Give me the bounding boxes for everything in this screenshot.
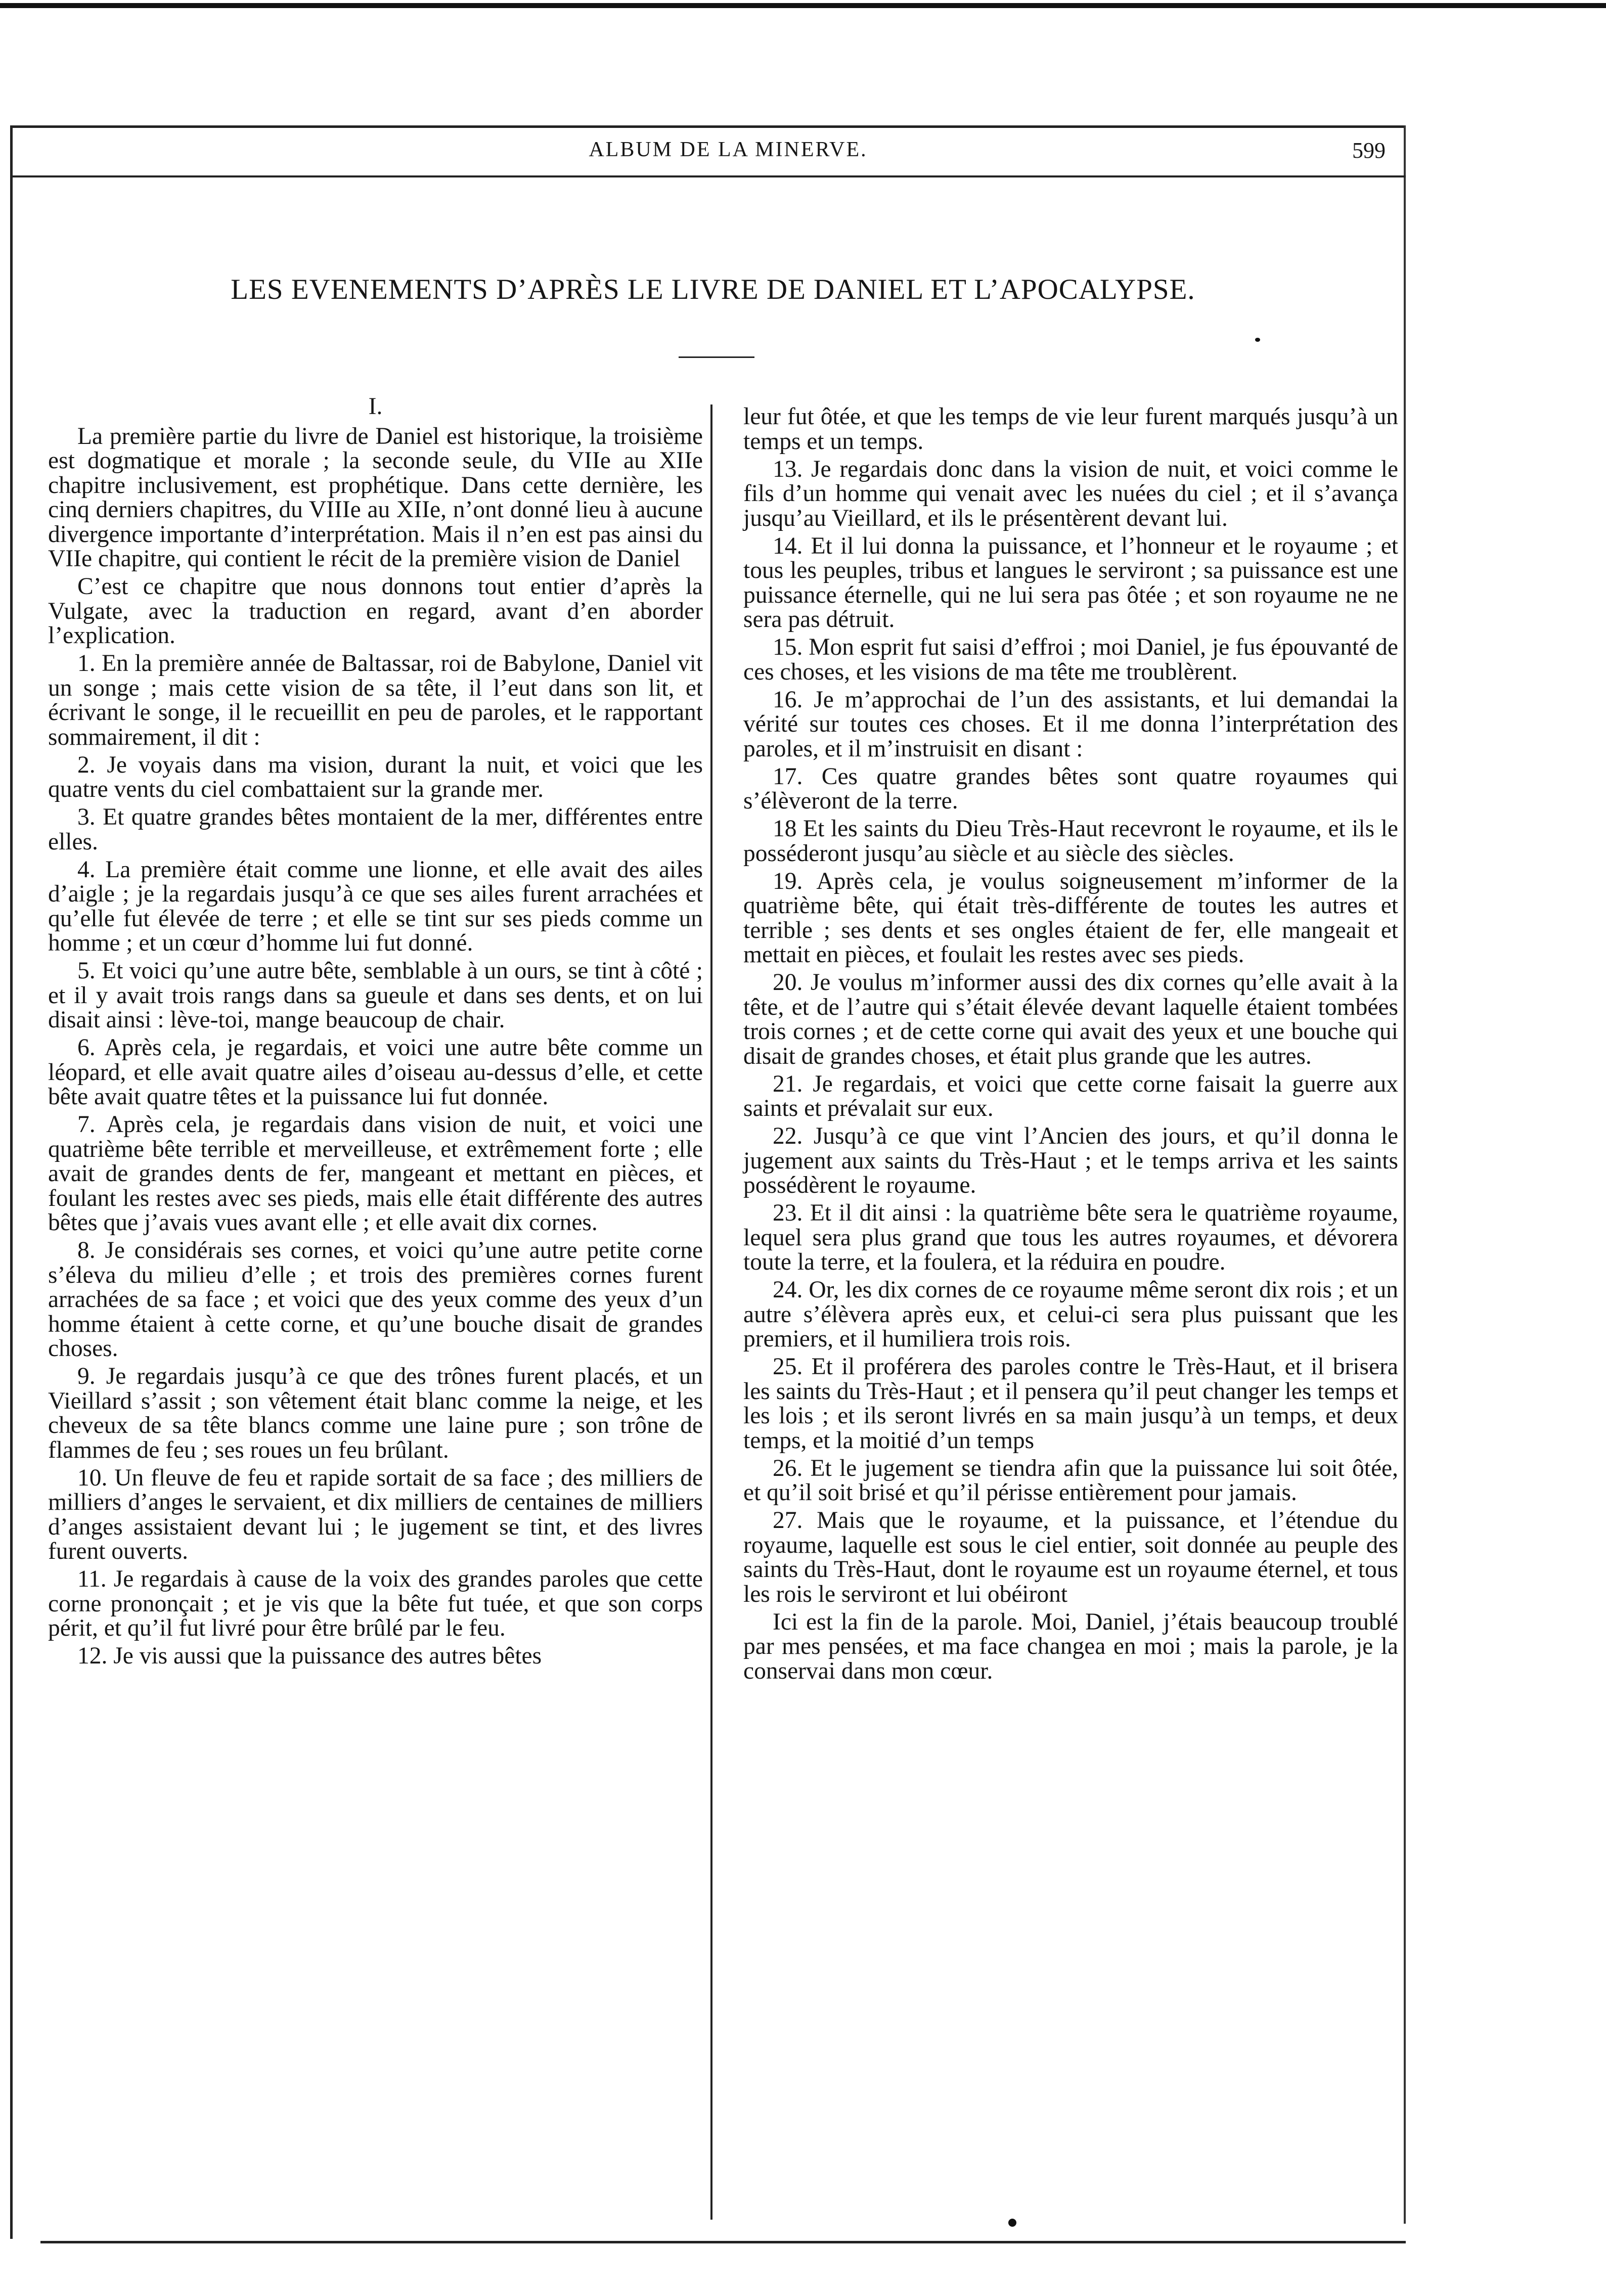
verse-paragraph: 5. Et voici qu’une autre bête, semblable à un ours, se tint à côté ; et il y avait trois rangs dans sa gueule et dans ses dents, et on lui disait ainsi : lève-toi, mange beaucoup de chair. [48, 958, 703, 1033]
column-divider [710, 404, 712, 2220]
verse-paragraph: 7. Après cela, je regardais dans vision de nuit, et voici une quatrième bête terrible et merveilleuse, et extrêmement forte ; elle avait de grandes dents de fer, mangeant et mettant en pièces, et foulant les restes avec ses pieds, mais elle était différente des autres bêtes que j’avais vues avant elle ; et elle avait dix cornes. [48, 1111, 703, 1236]
verse-paragraph: 12. Je vis aussi que la puissance des autres bêtes [77, 1643, 542, 1669]
frame-top-rule [10, 125, 1406, 128]
verse-paragraph: 13. Je regardais donc dans la vision de nuit, et voici comme le fils d’un homme qui venait avec les nuées du ciel ; et il s’avança jusqu’au Vieillard, et ils le présentèrent devant lui. [743, 456, 1398, 531]
closing-paragraph: Ici est la fin de la parole. Moi, Daniel, j’étais beaucoup troublé par mes pensées, et ma face changea en moi ; mais la parole, je la conservai dans mon cœur. [743, 1608, 1398, 1684]
verse-paragraph: 4. La première était comme une lionne, et elle avait des ailes d’aigle ; je la regardais jusqu’à ce que ses ailes furent arrachées et qu’elle fut élevée de terre ; et elle se tint sur ses pieds comme un homme ; et un cœur d’homme lui fut donné. [48, 856, 703, 956]
section-numeral: I. [368, 393, 383, 420]
verse-paragraph: 18 Et les saints du Dieu Très-Haut recevront le royaume, et ils le posséderont jusqu’au siècle et au siècle des siècles. [743, 816, 1398, 867]
page-number: 599 [1352, 138, 1386, 163]
verse-paragraph: 10. Un fleuve de feu et rapide sortait de sa face ; des milliers de milliers d’anges le servaient, et dix milliers de centaines de milliers d’anges assistaient devant lui ; le jugement se tint, et des livres furent ouverts. [48, 1464, 703, 1564]
paragraph: La première partie du livre de Daniel est historique, la troisième est dogmatique et morale ; la seconde seule, du VIIe au XIIe chapitre inclusivement, est prophétique. Dans cette dernière, les cinq derniers chapitres, du VIIIe au XIIe, n’ont donné lieu à aucune divergence importante d’interprétation. Mais il n’en est pas ainsi du VIIe chapitre, qui contient le récit de la première vision de Daniel [48, 423, 703, 572]
verse-paragraph: 16. Je m’approchai de l’un des assistants, et lui demandai la vérité sur toutes ces choses. Et il me donna l’interprétation des paroles, et il m’instruisit en disant : [743, 686, 1398, 762]
verse-paragraph: 1. En la première année de Baltassar, roi de Babylone, Daniel vit un songe ; mais cette vision de sa tête, il l’eut dans son lit, et écrivant le songe, il le recueillit en peu de paroles, et le rapportant sommairement, il dit : [48, 650, 703, 750]
verse-paragraph: 14. Et il lui donna la puissance, et l’honneur et le royaume ; et tous les peuples, tribus et langues le serviront ; sa puissance est une puissance éternelle, qui ne lui sera pas ôtée ; et son royaume ne ne sera pas détruit. [743, 532, 1398, 633]
ink-speck [1008, 2219, 1016, 2227]
verse-paragraph: 25. Et il proférera des paroles contre le Très-Haut, et il brisera les saints du Très-Haut ; et il pensera qu’il peut changer les temps et les lois ; et ils seront livrés en sa main jusqu’à un temps, et deux temps, et la moitié d’un temps [743, 1354, 1398, 1454]
verse-paragraph: 8. Je considérais ses cornes, et voici qu’une autre petite corne s’éleva du milieu d’elle ; et trois des premières cornes furent arrachées de sa face ; et voici que des yeux comme des yeux d’un homme étaient à cette corne, et qu’une bouche disait de grandes choses. [48, 1237, 703, 1362]
verse-paragraph: 22. Jusqu’à ce que vint l’Ancien des jours, et qu’il donna le jugement aux saints du Très-Haut ; et le temps arriva et les saints possédèrent le royaume. [743, 1123, 1398, 1198]
article-title: LES EVENEMENTS D’APRÈS LE LIVRE DE DANIEL ET L’APOCALYPSE. [231, 274, 1195, 305]
frame-left-rule [10, 125, 13, 2239]
verse-paragraph: 26. Et le jugement se tiendra afin que la puissance lui soit ôtée, et qu’il soit brisé et qu’il périsse entièrement pour jamais. [743, 1455, 1398, 1506]
right-column [743, 404, 1398, 1687]
ink-speck [1255, 338, 1260, 342]
paragraph: C’est ce chapitre que nous donnons tout entier d’après la Vulgate, avec la traduction en regard, avant d’en aborder l’explication. [48, 573, 703, 649]
left-column [48, 394, 703, 1672]
verse-paragraph: 19. Après cela, je voulus soigneusement m’informer de la quatrième bête, qui était très-différente de toutes les autres et terrible ; ses dents et ses ongles étaient de fer, elle mangeait et mettait en pièces, et foulait les restes avec ses pieds. [743, 868, 1398, 968]
verse-paragraph: 27. Mais que le royaume, et la puissance, et l’étendue du royaume, laquelle est sous le ciel entier, soit donnée au peuple des saints du Très-Haut, dont le royaume est un royaume éternel, et tous les rois le serviront et lui obéiront [743, 1507, 1398, 1607]
frame-right-rule [1404, 125, 1406, 2224]
title-rule [679, 356, 754, 358]
verse-paragraph: 20. Je voulus m’informer aussi des dix cornes qu’elle avait à la tête, et de l’autre qui s’était élevée devant laquelle étaient tombées trois cornes ; et de cette corne qui avait des yeux et une bouche qui disait de grandes choses, et était plus grande que les autres. [743, 969, 1398, 1069]
verse-paragraph: 21. Je regardais, et voici que cette corne faisait la guerre aux saints et prévalait sur eux. [743, 1070, 1398, 1121]
page-top-rule [0, 3, 1606, 8]
running-head: ALBUM DE LA MINERVE. [589, 138, 868, 161]
verse-paragraph: 24. Or, les dix cornes de ce royaume même seront dix rois ; et un autre s’élèvera après eux, et celui-ci sera plus puissant que les premiers, et il humiliera trois rois. [743, 1277, 1398, 1352]
verse-paragraph: 11. Je regardais à cause de la voix des grandes paroles que cette corne prononçait ; et je vis que la bête fut tuée, et que son corps périt, et qu’il fut livré pour être brûlé par le feu. [48, 1566, 703, 1641]
verse-paragraph: 3. Et quatre grandes bêtes montaient de la mer, différentes entre elles. [48, 804, 703, 855]
verse-paragraph: 9. Je regardais jusqu’à ce que des trônes furent placés, et un Vieillard s’assit ; son vêtement était blanc comme la neige, et les cheveux de sa tête blancs comme une laine pure ; son trône de flammes de feu ; ses roues un feu brûlant. [48, 1363, 703, 1463]
header-rule [12, 175, 1406, 177]
verse-paragraph: 6. Après cela, je regardais, et voici une autre bête comme un léopard, et elle avait quatre ailes d’oiseau au-dessus d’elle, et cette bête avait quatre têtes et la puissance lui fut donnée. [48, 1034, 703, 1110]
bottom-rule [40, 2241, 1406, 2243]
verse-paragraph: 15. Mon esprit fut saisi d’effroi ; moi Daniel, je fus épouvanté de ces choses, et les visions de ma tête me troublèrent. [743, 634, 1398, 685]
verse-paragraph: 17. Ces quatre grandes bêtes sont quatre royaumes qui s’élèveront de la terre. [743, 763, 1398, 814]
verse-paragraph: leur fut ôtée, et que les temps de vie leur furent marqués jusqu’à un temps et un temps. [743, 403, 1398, 455]
verse-paragraph: 23. Et il dit ainsi : la quatrième bête sera le quatrième royaume, lequel sera plus grand que tous les autres royaumes, et dévorera toute la terre, et la foulera, et la réduira en poudre. [743, 1200, 1398, 1275]
verse-paragraph: 2. Je voyais dans ma vision, durant la nuit, et voici que les quatre vents du ciel combattaient sur la grande mer. [48, 751, 703, 802]
